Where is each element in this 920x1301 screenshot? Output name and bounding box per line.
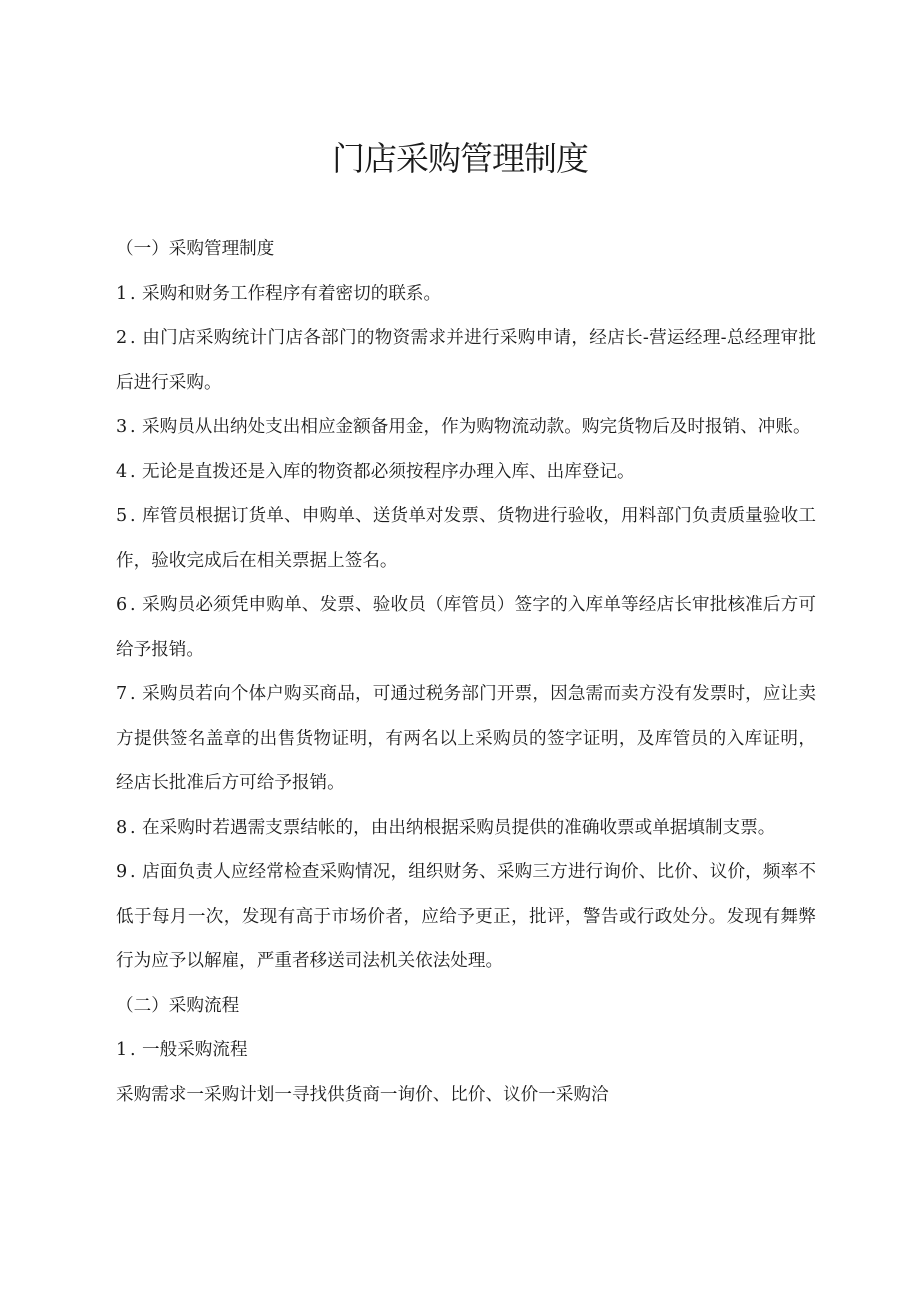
list-item: 6 . 采购员必须凭申购单、发票、验收员（库管员）签字的入库单等经店长审批核准后方可给予报销。	[116, 595, 816, 660]
list-item: 3 . 采购员从出纳处支出相应金额备用金，作为购物流动款。购完货物后及时报销、冲账。	[116, 417, 811, 437]
process-flow-line: 采购需求一采购计划一寻找供货商一询价、比价、议价一采购洽	[116, 1084, 609, 1105]
list-item: 2 . 由门店采购统计门店各部门的物资需求并进行采购申请，经店长-营运经理-总经理审批后进行采购。	[116, 328, 816, 393]
list-item: 1 . 采购和财务工作程序有着密切的联系。	[116, 283, 442, 304]
list-item: 7 . 采购员若向个体户购买商品，可通过税务部门开票，因急需而卖方没有发票时，应让卖方提供签名盖章的出售货物证明，有两名以上采购员的签字证明，及库管员的入库证明，经店长批准后方可给予报销。	[116, 684, 816, 793]
sub-item: 1 . 一般采购流程	[116, 1040, 248, 1060]
list-item: 4 . 无论是直拨还是入库的物资都必须按程序办理入库、出库登记。	[116, 461, 635, 482]
document-body	[116, 227, 816, 1117]
list-item: 9 . 店面负责人应经常检查采购情况，组织财务、采购三方进行询价、比价、议价，频率不低于每月一次，发现有高于市场价者，应给予更正，批评，警告或行政处分。发现有舞弊行为应予以解雇，严重者移送司法机关依法处理。	[116, 862, 816, 971]
list-item: 5 . 库管员根据订货单、申购单、送货单对发票、货物进行验收，用料部门负责质量验收工作，验收完成后在相关票据上签名。	[116, 506, 816, 571]
section-heading-2: （二）采购流程	[116, 995, 240, 1016]
document-title: 门店采购管理制度	[332, 139, 588, 178]
list-item: 8 . 在采购时若遇需支票结帐的，由出纳根据采购员提供的准确收票或单据填制支票。	[116, 817, 776, 838]
section-heading-1: （一）采购管理制度	[116, 239, 275, 259]
